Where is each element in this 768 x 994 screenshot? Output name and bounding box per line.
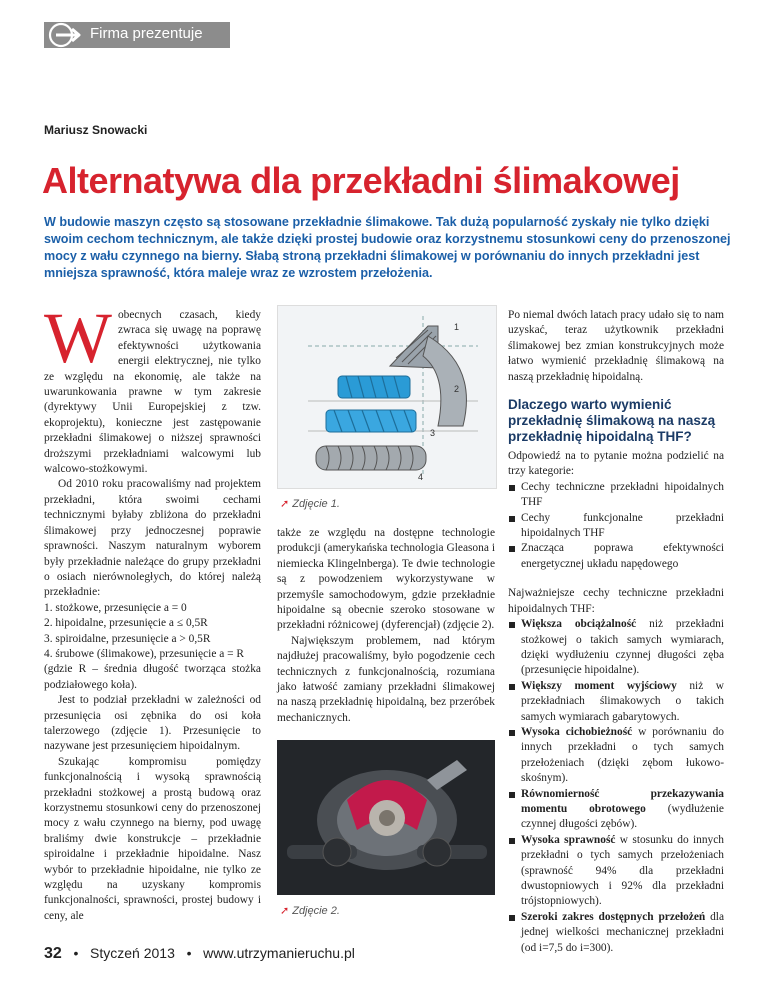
section-banner xyxy=(44,22,230,48)
diagram-label: 4 xyxy=(418,472,424,482)
banner-label: Firma prezentuje xyxy=(90,25,203,42)
col1-paragraph: Jest to podział przekładni w zależności od przesunięcia osi zębnika do osi koła talerzowego (zdjęcie 1). Przesunięcie to nazywane jest przesunięciem hipoidalnym. xyxy=(44,694,261,753)
col1-paragraph: obecnych czasach, kiedy zwraca się uwagę na poprawę efektywności użytkowania energii elektrycznej, nie tylko ze względu na ekonomię, ale także na uwarunkowania prawne w tym zakresie (dyrektywy Unii Europejskiej z tzw. ekoprojektu), konieczne jest zastępowanie przekładni ślimakowej o niższej sprawności droższymi przekładniami walcowymi lub walcowo-stożkowymi. xyxy=(44,309,261,476)
feature-text: niż przekładni stożkowej o takich samych wymiarach, dzięki wydłużeniu czynnej długości zęba (przesunięcie hipoidalne). xyxy=(521,618,725,677)
col2-paragraph: także ze względu na dostępne technologie produkcji (amerykańska technologia Gleasona i niemiecka Klingelnberga). Te dwie technologie są z powodzeniem wykorzystywane w przemyśle samochodowym, gdzie przekładnie hipoidalne są obecnie szeroko stosowane w przekładni różnicowej (dyferencjał) (zdjęcie 2). xyxy=(277,527,495,632)
list-item: Cechy funkcjonalne przekładni hipoidalnych THF xyxy=(508,511,724,542)
section-heading: Dlaczego warto wymienić przekładnię ślimakową na naszą przekładnię hipoidalną THF? xyxy=(508,397,716,445)
article-title: Alternatywa dla przekładni ślimakowej xyxy=(42,160,680,201)
photo-caption xyxy=(280,904,340,917)
website-link[interactable]: www.utrzymanieruchu.pl xyxy=(203,945,355,961)
differential-photo xyxy=(277,740,495,895)
list-item: 2. hipoidalne, przesunięcie a ≤ 0,5R xyxy=(44,617,208,630)
feature-name: Równomierność przekazywania momentu obrotowego xyxy=(521,787,724,815)
arrow-icon: ➚ xyxy=(280,498,290,510)
feature-text: (wydłużenie czynnej długości zębów). xyxy=(521,802,724,831)
list-item xyxy=(508,679,724,725)
column-3 xyxy=(508,308,724,956)
page-number: 32 xyxy=(44,945,62,962)
gear-diagram-image xyxy=(278,306,496,488)
article-lead: W budowie maszyn często są stosowane przekładnie ślimakowe. Tak dużą popularność zyskały nie tylko dzięki swoim cechom technicznym, ale także dzięki prostej budowie oraz korzystnemu stosunkowi ceny do przenoszonej mocy z wału czynnego na bierny. Słabą stroną przekładni ślimakowej w porównaniu do innych przekładni jest mniejsza sprawność, która maleje wraz ze wzrostem przełożenia. xyxy=(44,215,731,280)
feature-name: Większa obciążalność xyxy=(521,618,637,631)
list-item: 4. śrubowe (ślimakowe), przesunięcie a = R xyxy=(44,647,245,660)
column-1 xyxy=(44,298,261,924)
col3-paragraph: Odpowiedź na to pytanie można podzielić na trzy kategorie: xyxy=(508,450,724,478)
feature-list xyxy=(508,617,724,956)
caption-text: Zdjęcie 1. xyxy=(292,498,340,510)
list-item xyxy=(508,833,724,910)
feature-text: niż w przekładniach ślimakowych o takich samych wymiarach gabarytowych. xyxy=(521,679,724,723)
feature-text: dla jednej wielkości mechanicznej przekładni (od i=7,5 do i=300). xyxy=(521,910,725,954)
differential-image xyxy=(277,740,495,895)
gear-diagram-photo xyxy=(277,305,497,489)
caption-text: Zdjęcie 2. xyxy=(292,905,340,917)
category-list xyxy=(508,480,724,572)
arrow-right-icon xyxy=(48,22,88,48)
diagram-label: 3 xyxy=(430,428,436,438)
diagram-label: 1 xyxy=(454,322,460,332)
gear-type-list xyxy=(44,601,261,663)
col2-paragraph: Największym problemem, nad którym najdłużej pracowaliśmy, było pogodzenie cech technicznych z funkcjonalnością, rozumiana jako łatwość zamiany przekładni ślimakowej na naszą przekładnię hipoidalną, bez przeróbek mechanicznych. xyxy=(277,634,495,724)
list-item: Znacząca poprawa efektywności energetycznej układu napędowego xyxy=(508,541,724,572)
issue-date: Styczeń 2013 xyxy=(90,945,175,961)
article-author: Mariusz Snowacki xyxy=(44,123,148,137)
photo-caption xyxy=(280,497,340,510)
list-item xyxy=(508,787,724,833)
col3-paragraph: Po niemal dwóch latach pracy udało się to nam uzyskać, teraz użytkownik przekładni ślimakowej bez zmian konstrukcyjnych może łatwo wymienić przekładnię ślimakową na naszą przekładnię hipoidalną. xyxy=(508,309,724,383)
arrow-icon: ➚ xyxy=(280,905,290,917)
diagram-label: 2 xyxy=(454,384,460,394)
page-footer xyxy=(44,945,355,963)
feature-text: w porównaniu do innych przekładni o tych samych przełożeniach (dzięki zębom łukowo-skośnym). xyxy=(521,725,724,785)
list-item xyxy=(508,725,724,787)
column-2 xyxy=(277,526,495,726)
feature-text: w stosunku do innych przekładni o tych samych przełożeniach (sprawność 94% dla przekładni dwustopniowych i 92% dla przekładni trójstopniowych). xyxy=(521,833,724,908)
list-item: 1. stożkowe, przesunięcie a = 0 xyxy=(44,601,187,614)
list-item: Cechy techniczne przekładni hipoidalnych THF xyxy=(508,480,724,511)
col1-paragraph: Od 2010 roku pracowaliśmy nad projektem przekładni, która swoimi cechami technicznymi byłaby zbliżona do przekładni ślimakowej przy jednoczesnej poprawie sprawności. Naszym naturalnym wyborem były przekładnie należące do grupy przekładni o osiach nierównoległych, do której należą przekładnie: xyxy=(44,478,261,599)
footer-bullet: • xyxy=(73,945,79,961)
feature-name: Wysoka sprawność xyxy=(521,833,616,846)
feature-name: Większy moment wyjściowy xyxy=(521,679,677,692)
feature-name: Szeroki zakres dostępnych przełożeń xyxy=(521,910,706,923)
list-item xyxy=(508,910,724,956)
col1-paragraph: (gdzie R – średnia długość tworząca stożka podziałowego koła). xyxy=(44,663,261,691)
list-item: 3. spiroidalne, przesunięcie a > 0,5R xyxy=(44,632,211,645)
list-item xyxy=(508,617,724,679)
feature-name: Wysoka cichobieżność xyxy=(521,725,633,738)
footer-bullet: • xyxy=(186,945,192,961)
col3-paragraph: Najważniejsze cechy techniczne przekładni hipoidalnych THF: xyxy=(508,587,724,615)
col1-paragraph: Szukając kompromisu pomiędzy funkcjonalnością i wysoką sprawnością przekładni stożkowej a prostą budową oraz korzystnemu stosunkowi ceny do przenoszonej mocy z wału czynnego na bierny, pod uwagę braliśmy dwie konstrukcje – przekładnie spiroidalne i przekładnie hipoidalne. Nasz wybór to przekładnie hipoidalne, nie tylko ze względu na uzyskany kompromis funkcjonalności, sprawności, prostej budowy i ceny, ale xyxy=(44,755,261,922)
drop-cap: W xyxy=(44,298,112,378)
